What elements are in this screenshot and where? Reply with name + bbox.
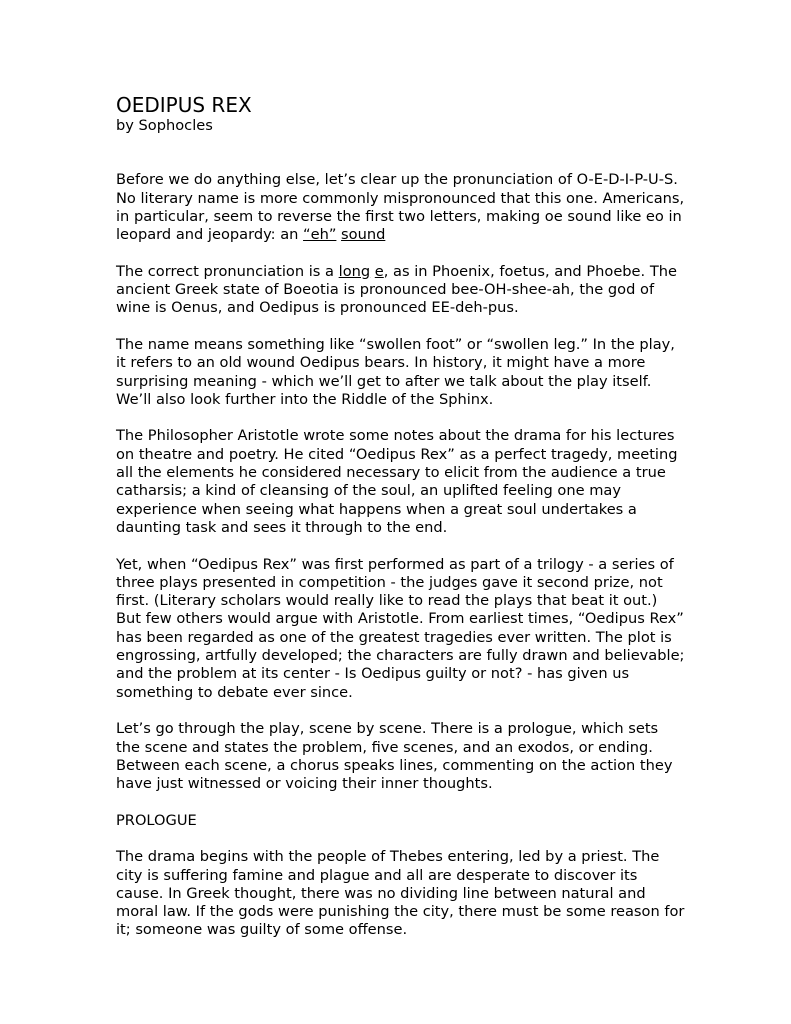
eh-underlined-text: “eh” (303, 226, 337, 244)
e-underlined-text: e (374, 262, 384, 280)
document-title: OEDIPUS REX (116, 93, 252, 117)
document-byline: by Sophocles (116, 117, 213, 134)
paragraph-pronunciation (116, 171, 686, 244)
paragraph-name-meaning: The name means something like “swollen foot” or “swollen leg.” In the play, it refers to an old wound Oedipus bears. In history, it might have a more surprising meaning - which we’ll get to after we talk about the play itself. We’ll also look further into the Riddle of the Sphinx. (116, 335, 675, 408)
paragraph-correct-pronunciation: The correct pronunciation is a long e, as in Phoenix, foetus, and Phoebe. The ancient Greek state of Boeotia is pronounced bee-OH-shee-ah, the god of wine is Oenus, and Oedipus is pronounced EE-deh-pus. (116, 262, 677, 317)
paragraph-play-structure: Let’s go through the play, scene by scene. There is a prologue, which sets the scene and states the problem, five scenes, and an exodos, or ending. Between each scene, a chorus speaks lines, commenting on the action they have just witnessed or voicing their inner thoughts. (116, 720, 673, 793)
paragraph-aristotle: The Philosopher Aristotle wrote some notes about the drama for his lectures on theatre and poetry. He cited “Oedipus Rex” as a perfect tragedy, meeting all the elements he considered necessary to elicit from the audience a true catharsis; a kind of cleansing of the soul, an uplifted feeling one may experience when seeing what happens when a great soul undertakes a daunting task and sees it through to the end. (116, 427, 678, 536)
long-underlined-text: long (338, 262, 371, 280)
paragraph-trilogy: Yet, when “Oedipus Rex” was first performed as part of a trilogy - a series of three plays presented in competition - the judges gave it second prize, not first. (Literary scholars would really like to read the plays that beat it out.) But few others would argue with Aristotle. From earliest times, “Oedipus Rex” has been regarded as one of the greatest tragedies ever written. The plot is engrossing, artfully developed; the characters are fully drawn and believable; and the problem at its center - Is Oedipus guilty or not? - has given us something to debate ever since. (116, 555, 685, 701)
section-heading-prologue: PROLOGUE (116, 811, 197, 829)
paragraph-prologue: The drama begins with the people of Thebes entering, led by a priest. The city is suffering famine and plague and all are desperate to discover its cause. In Greek thought, there was no dividing line between natural and moral law. If the gods were punishing the city, there must be some reason for it; someone was guilty of some offense. (116, 848, 685, 939)
sound-underlined-text: sound (341, 226, 386, 244)
document-page (116, 93, 686, 958)
paragraph-pronunciation-text: Before we do anything else, let’s clear up the pronunciation of O-E-D-I-P-U-S. No literary name is more commonly mispronounced that this one. Americans, in particular, seem to reverse the first two letters, making oe sound like eo in leopard and jeopardy: an (116, 171, 685, 244)
